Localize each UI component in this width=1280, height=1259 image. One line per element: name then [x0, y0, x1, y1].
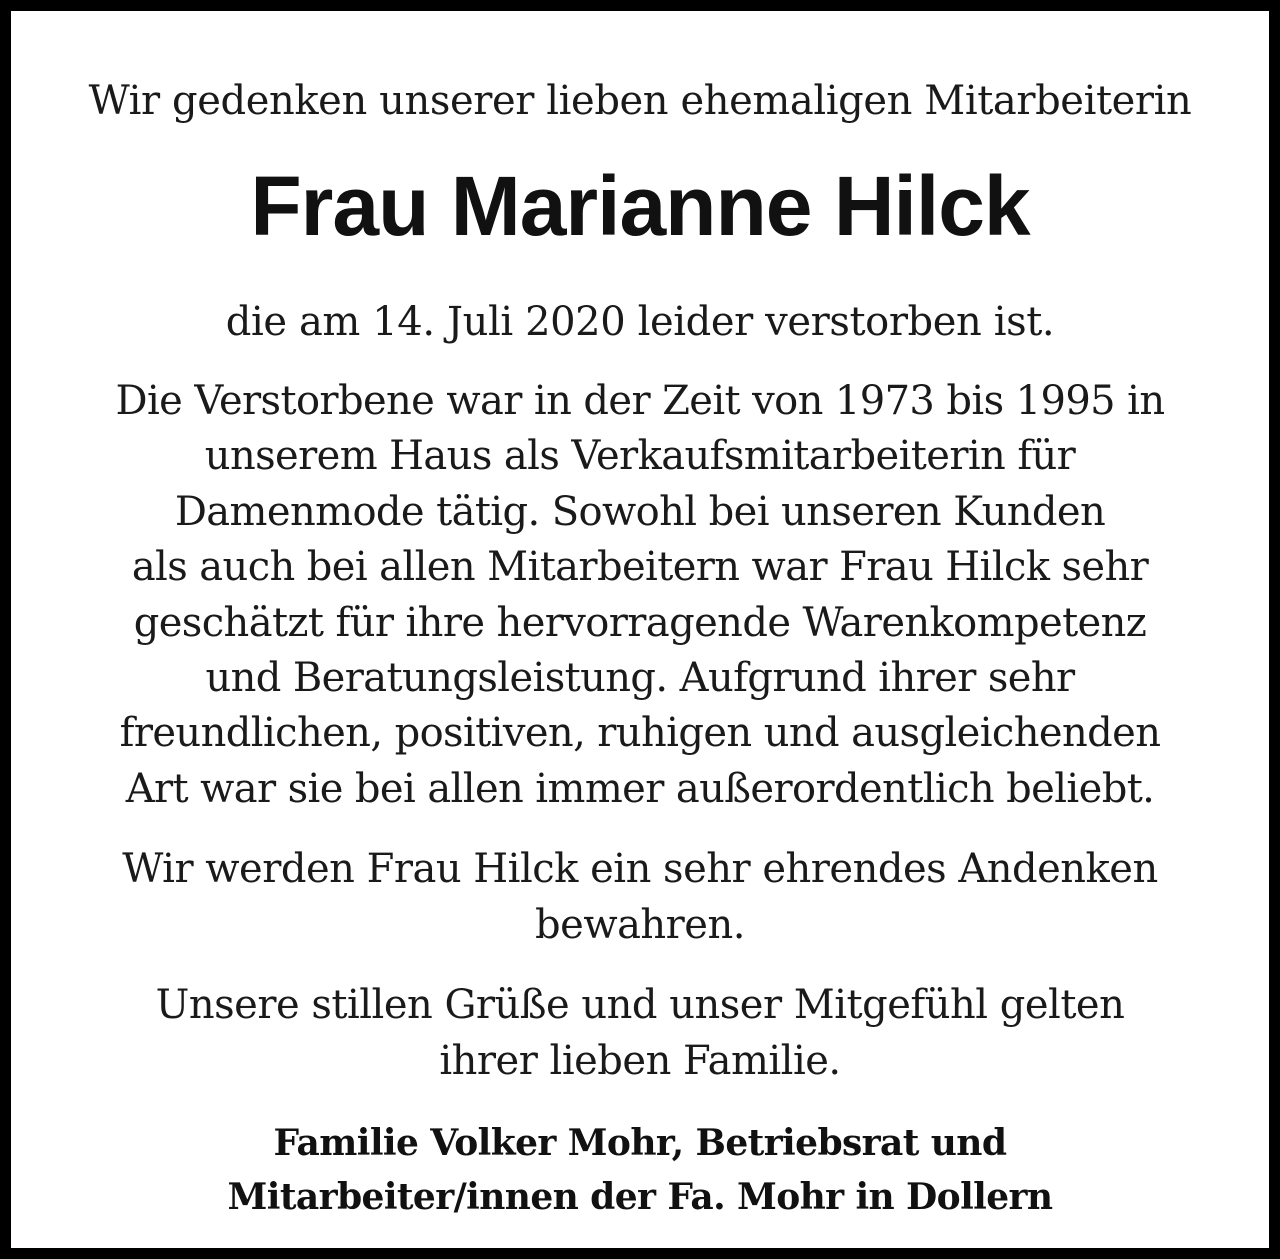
signature-line: Familie Volker Mohr, Betriebsrat und: [273, 1122, 1007, 1164]
memory-line: bewahren.: [535, 902, 745, 948]
tribute-line: freundlichen, positiven, ruhigen und ausgleichenden: [119, 710, 1161, 757]
condolence-paragraph: [11, 977, 1269, 1089]
condolence-line: ihrer lieben Familie.: [439, 1038, 841, 1084]
memory-paragraph: [11, 841, 1269, 953]
tribute-line: unserem Haus als Verkaufsmitarbeiterin für: [204, 433, 1076, 480]
tribute-line: geschätzt für ihre hervorragende Warenkompetenz: [133, 599, 1147, 646]
tribute-line: und Beratungsleistung. Aufgrund ihrer sehr: [205, 655, 1075, 702]
signature-block: [11, 1116, 1269, 1224]
condolence-line: Unsere stillen Grüße und unser Mitgefühl gelten: [155, 982, 1125, 1028]
tribute-line: als auch bei allen Mitarbeitern war Frau Hilck sehr: [131, 544, 1149, 591]
intro-text: Wir gedenken unserer lieben ehemaligen Mitarbeiterin: [88, 78, 1192, 124]
tribute-line: Damenmode tätig. Sowohl bei unseren Kunden: [174, 488, 1106, 535]
signature-line: Mitarbeiter/innen der Fa. Mohr in Dollern: [227, 1176, 1053, 1218]
death-date-text: die am 14. Juli 2020 leider verstorben ist.: [225, 299, 1055, 345]
tribute-line: Die Verstorbene war in der Zeit von 1973 bis 1995 in: [115, 378, 1165, 424]
deceased-name: Frau Marianne Hilck: [250, 159, 1030, 253]
memory-line: Wir werden Frau Hilck ein sehr ehrendes Andenken: [122, 846, 1158, 892]
tribute-paragraph: [11, 374, 1269, 817]
tribute-line: Art war sie bei allen immer außerordentlich beliebt.: [125, 765, 1155, 812]
